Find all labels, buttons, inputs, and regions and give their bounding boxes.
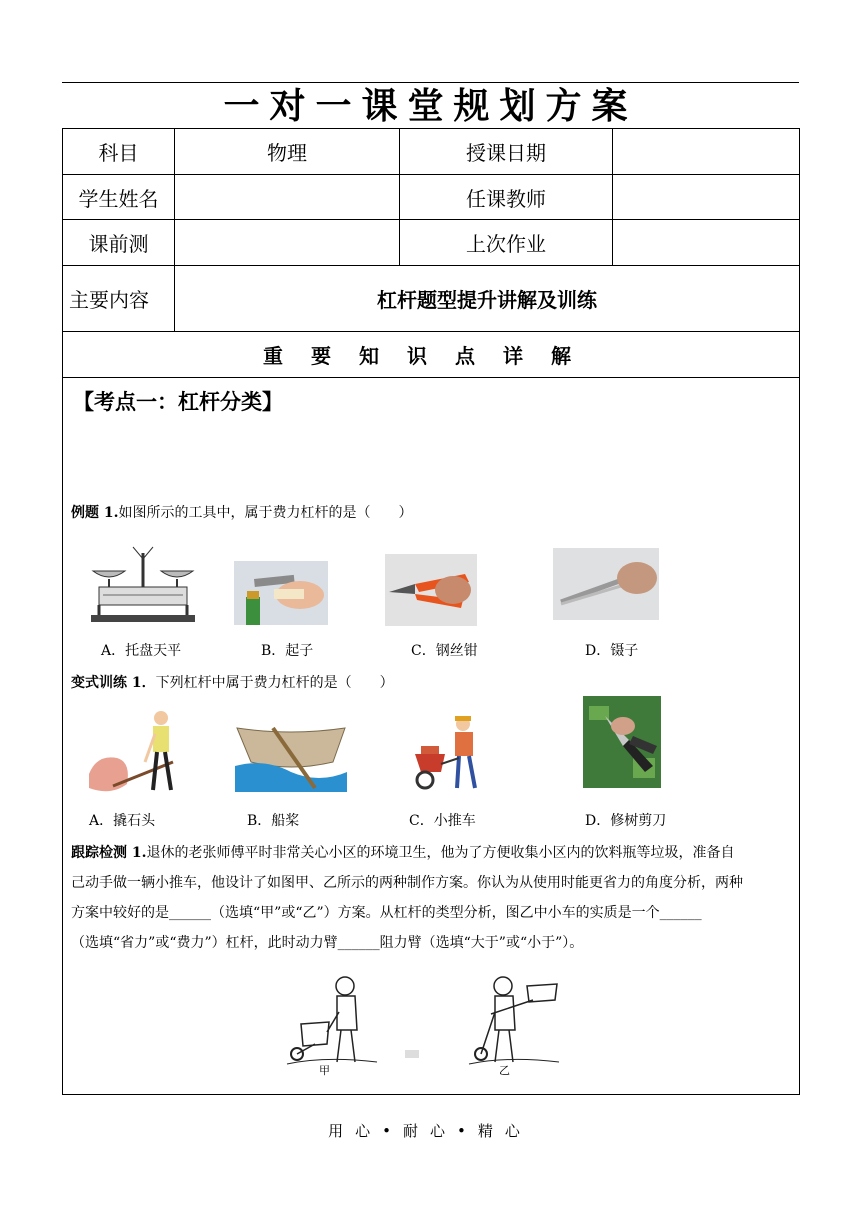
example1-option-b[interactable]: B．起子 bbox=[261, 643, 314, 659]
subject-value: 物理 bbox=[175, 129, 400, 175]
track1-line2: 己动手做一辆小推车，他设计了如图甲、乙所示的两种制作方案。你认为从使用时能更省力的角度分析，两种 bbox=[71, 875, 743, 891]
teacher-value[interactable] bbox=[613, 175, 800, 220]
wheelbarrow-image bbox=[411, 714, 489, 794]
cart-figure-yi bbox=[467, 972, 563, 1076]
prying-rock-image bbox=[87, 704, 185, 798]
track1-line3: 方案中较好的是______（选填“甲”或“乙”）方案。从杠杆的类型分析，图乙中小车的实质是一个______ bbox=[71, 905, 702, 921]
balance-scale-image bbox=[87, 543, 199, 625]
variant1-question bbox=[71, 668, 789, 698]
example1-option-d[interactable]: D．镊子 bbox=[585, 643, 639, 659]
date-value[interactable] bbox=[613, 129, 800, 175]
divider-mark bbox=[405, 1050, 419, 1058]
date-label: 授课日期 bbox=[400, 129, 613, 175]
cart-figure-jia bbox=[285, 972, 383, 1076]
kaodian-heading: 【考点一：杠杆分类】 bbox=[73, 390, 283, 414]
fig-label-jia: 甲 bbox=[319, 1064, 330, 1077]
variant1-text: 下列杠杆中属于费力杠杆的是（ ） bbox=[155, 675, 394, 691]
bottle-opener-image bbox=[234, 561, 328, 625]
content-value: 杠杆题型提升讲解及训练 bbox=[175, 266, 800, 332]
plan-table bbox=[62, 128, 800, 1095]
pruning-shears-image bbox=[583, 696, 661, 788]
homework-value[interactable] bbox=[613, 220, 800, 266]
top-rule bbox=[62, 82, 799, 83]
variant1-option-b[interactable]: B．船桨 bbox=[247, 813, 300, 829]
page-title: 一对一课堂规划方案 bbox=[223, 85, 638, 127]
fig-label-yi: 乙 bbox=[499, 1064, 510, 1077]
page-footer: 用心•耐心•精心 bbox=[328, 1122, 532, 1140]
homework-label: 上次作业 bbox=[400, 220, 613, 266]
subject-label: 科目 bbox=[63, 129, 175, 175]
wire-pliers-image bbox=[385, 554, 477, 626]
content-body bbox=[63, 378, 800, 1095]
student-value[interactable] bbox=[175, 175, 400, 220]
track1-line4: （选填“省力”或“费力”）杠杆，此时动力臂______阻力臂（选填“大于”或“小于”）。 bbox=[71, 935, 584, 951]
boat-oar-image bbox=[235, 722, 349, 796]
variant1-option-d[interactable]: D．修树剪刀 bbox=[585, 813, 667, 829]
track1-prefix: 跟踪检测 1. bbox=[71, 845, 147, 861]
teacher-label: 任课教师 bbox=[400, 175, 613, 220]
example1-prefix: 例题 1. bbox=[71, 505, 119, 521]
tweezers-image bbox=[553, 548, 659, 620]
example1-option-a[interactable]: A．托盘天平 bbox=[101, 643, 182, 659]
variant1-option-a[interactable]: A．撬石头 bbox=[89, 813, 156, 829]
section-title: 重要知识点详解 bbox=[63, 332, 800, 378]
variant1-option-c[interactable]: C．小推车 bbox=[409, 813, 476, 829]
example1-text: 如图所示的工具中，属于费力杠杆的是（ ） bbox=[118, 505, 413, 521]
content-label: 主要内容 bbox=[63, 266, 175, 332]
pretest-label: 课前测 bbox=[63, 220, 175, 266]
track1-line1 bbox=[71, 838, 789, 868]
track1-text-1: 退休的老张师傅平时非常关心小区的环境卫生，他为了方便收集小区内的饮料瓶等垃圾，准备自 bbox=[146, 845, 735, 861]
example1-option-c[interactable]: C．钢丝钳 bbox=[411, 643, 478, 659]
student-label: 学生姓名 bbox=[63, 175, 175, 220]
pretest-value[interactable] bbox=[175, 220, 400, 266]
example1-question bbox=[71, 498, 789, 528]
variant1-prefix: 变式训练 1． bbox=[71, 675, 156, 691]
